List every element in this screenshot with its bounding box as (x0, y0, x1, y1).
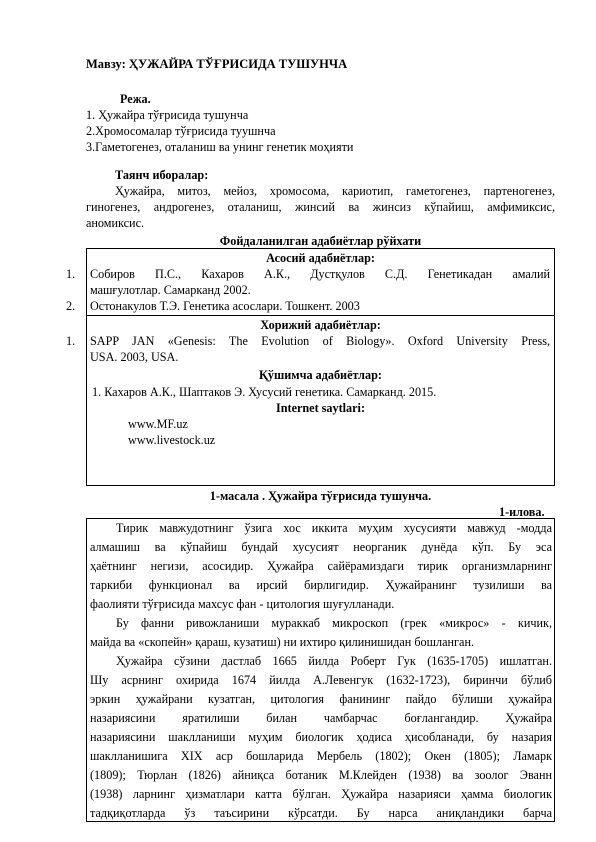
literature-item: Остонакулов Т.Э. Генетика асослари. Тошкент. 2003 (90, 299, 360, 313)
body-line: алмашиш ва кўпайиш бундай хусусият неорганик дунёда кўп. Бу эса (90, 540, 552, 554)
plan-item: 1. Ҳужайра тўғрисида тушунча (86, 108, 249, 122)
divider (86, 315, 555, 316)
body-line: Ҳужайра сўзини дастлаб 1665 йилда Роберт Гук (1635-1705) ишлатган. (116, 654, 552, 668)
literature-heading: Фойдаланилган адабиётлар рўйхати (219, 234, 422, 248)
list-number: 1. (66, 267, 76, 281)
literature-item: Собиров П.С., Кахаров А.К., Дустқулов С.Д. Генетикадан амалий (90, 267, 550, 281)
plan-heading: Режа. (120, 92, 151, 106)
body-line: (1809); Тюрлан (1826) айниқса ботаник М.Клейден (1938) ва зоолог Эванн (90, 768, 552, 782)
plan-item: 3.Гаметогенез, оталаниш ва унинг генетик моҳияти (86, 140, 354, 154)
body-line: (1938) ларнинг ҳизматлари катта бўлган. Ҳужайра назарияси ҳамма биологик (90, 787, 552, 801)
main-literature-heading: Асосий адабиётлар: (266, 251, 375, 265)
literature-item: SAPP JAN «Genesis: The Evolution of Biology». Oxford University Press, (90, 334, 550, 348)
literature-item: машғулотлар. Самарканд 2002. (90, 283, 251, 297)
task-heading: 1-масала . Ҳужайра тўғрисида тушунча. (209, 489, 432, 503)
literature-item: 1. Кахаров А.К., Шаптаков Э. Хусусий генетика. Самарканд. 2015. (92, 385, 437, 399)
keywords-heading: Таянч иборалар: (115, 168, 209, 182)
keywords-line: гиногенез, андрогенез, оталаниш, жинсий ва жинсиз кўпайиш, амфимиксис, (86, 200, 555, 214)
website-link[interactable]: www.MF.uz (128, 417, 188, 431)
page-title: Мавзу: ҲУЖАЙРА ТЎҒРИСИДА ТУШУНЧА (86, 57, 348, 71)
body-line: фаолияти тўғрисида махсус фан - цитология шуғулланади. (90, 597, 395, 611)
website-link[interactable]: www.livestock.uz (128, 433, 216, 447)
body-line: майда ва «скопейн» қараш, кузатиш) ни ихтиро қилинишидан бошланган. (90, 635, 475, 649)
body-line: таркиби функционал ва ирсий бирлигидир. Ҳужайранинг тузилиши ва (90, 578, 552, 592)
foreign-literature-heading: Хорижий адабиётлар: (260, 318, 381, 332)
keywords-line: аномиксис. (86, 216, 145, 230)
plan-item: 2.Хромосомалар тўғрисида туушнча (86, 124, 276, 138)
literature-item: USA. 2003, USA. (90, 350, 179, 364)
body-line: шаклланишига XIX аср бошларида Мербель (1802); Окен (1805); Ламарк (90, 749, 552, 763)
body-line: назариясини шаклланиши муҳим биологик ҳодиса ҳисобланади, бу назария (90, 730, 552, 744)
body-line: ҳаётнинг негизи, асосидир. Ҳужайра сайёрамиздаги тирик организмларнинг (90, 559, 552, 573)
internet-heading: Internet saytlari: (275, 401, 365, 415)
body-line: Шу асрнинг охирида 1674 йилда А.Левенгук (1632-1723), биринчи бўлиб (90, 673, 552, 687)
body-line: назариясини яратилиши билан чамбарчас боғлангандир. Ҳужайра (90, 711, 552, 725)
list-number: 1. (66, 334, 76, 348)
keywords-line: Ҳужайра, митоз, мейоз, хромосома, кариотип, гаметогенез, партеногенез, (115, 184, 555, 198)
body-line: Бу фанни ривожланиши мураккаб микроскоп (грек «микрос» - кичик, (116, 616, 552, 630)
body-line: эркин ҳужайрани кузатган, цитология фанининг пайдо бўлиши ҳужайра (90, 692, 552, 706)
appendix-label: 1-илова. (499, 505, 545, 519)
extra-literature-heading: Қўшимча адабиётлар: (259, 368, 382, 382)
body-line: Тирик мавжудотнинг ўзига хос иккита муҳим хусусияти мавжуд -модда (116, 521, 552, 535)
list-number: 2. (66, 299, 76, 313)
body-line: тадқиқотларда ўз таъсирини кўрсатди. Бу нарса аниқландики барча (90, 806, 552, 820)
